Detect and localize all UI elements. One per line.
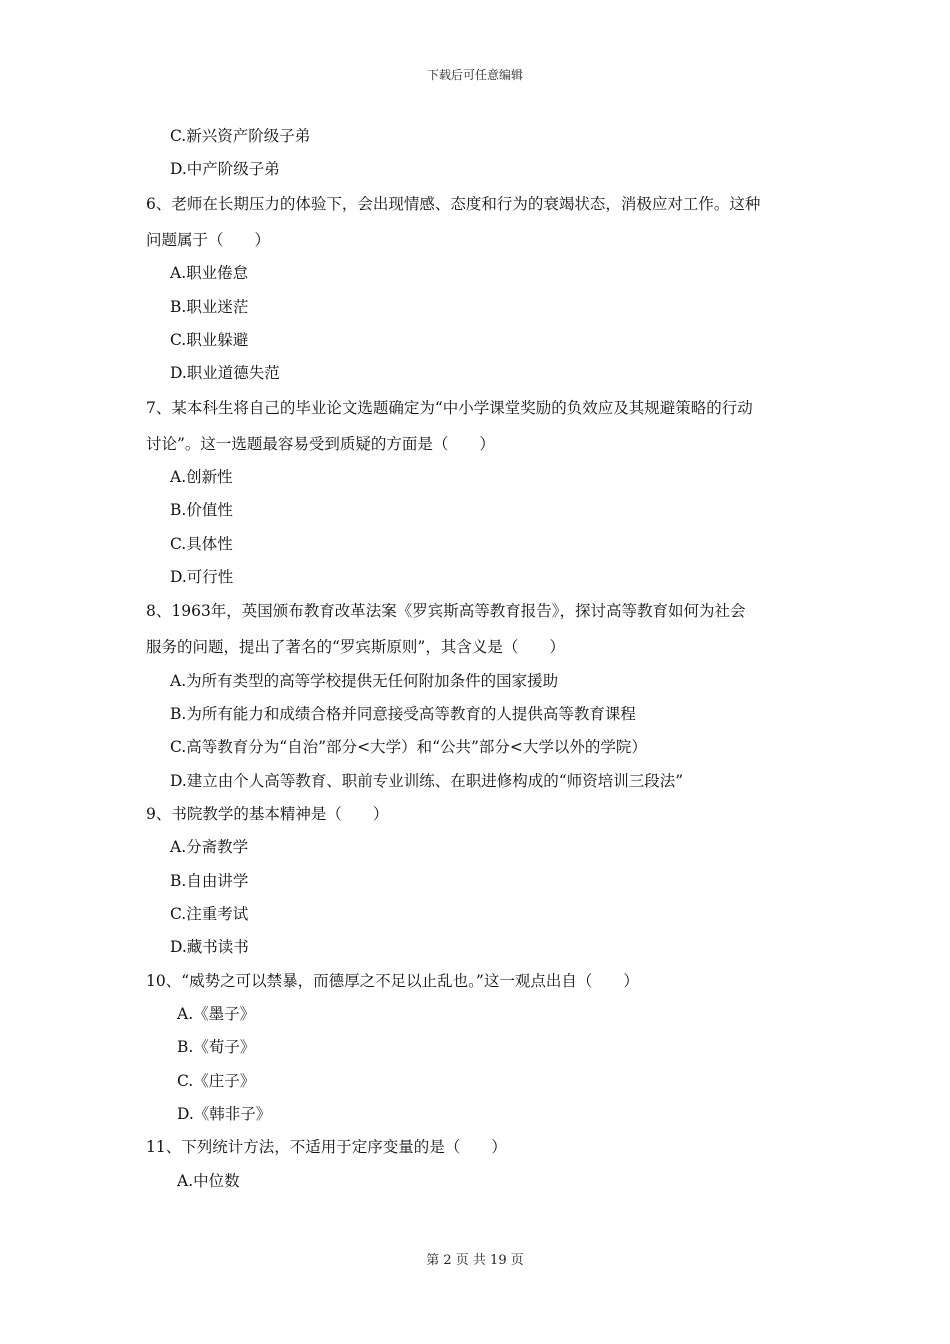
option-line: B.自由讲学 bbox=[170, 872, 249, 890]
option-line: C.职业躲避 bbox=[170, 331, 249, 349]
option-line: A.《墨子》 bbox=[177, 1005, 256, 1023]
option-line: C.注重考试 bbox=[170, 905, 249, 923]
option-line: A.职业倦怠 bbox=[170, 264, 249, 282]
option-line: B.职业迷茫 bbox=[170, 298, 249, 316]
option-line: B.《荀子》 bbox=[177, 1038, 256, 1056]
option-line: C.高等教育分为“自治”部分<大学）和“公共”部分<大学以外的学院） bbox=[170, 738, 647, 756]
question-line: 服务的问题，提出了著名的“罗宾斯原则”，其含义是（ ） bbox=[146, 638, 565, 656]
question-line: 9、书院教学的基本精神是（ ） bbox=[146, 805, 389, 823]
option-line: A.中位数 bbox=[177, 1172, 240, 1190]
page-header: 下载后可任意编辑 bbox=[426, 68, 523, 82]
option-line: C.《庄子》 bbox=[177, 1072, 256, 1090]
question-line: 问题属于（ ） bbox=[146, 231, 271, 249]
question-line: 8、1963年，英国颁布教育改革法案《罗宾斯高等教育报告》，探讨高等教育如何为社会 bbox=[146, 602, 746, 620]
option-line: C.具体性 bbox=[170, 535, 233, 553]
option-line: B.价值性 bbox=[170, 501, 233, 519]
option-line: D.中产阶级子弟 bbox=[170, 160, 280, 178]
question-line: 7、某本科生将自己的毕业论文选题确定为“中小学课堂奖励的负效应及其规避策略的行动 bbox=[146, 399, 753, 417]
option-line: D.藏书读书 bbox=[170, 938, 249, 956]
question-line: 10、“威势之可以禁暴，而德厚之不足以止乱也。”这一观点出自（ ） bbox=[146, 972, 639, 990]
option-line: A.为所有类型的高等学校提供无任何附加条件的国家援助 bbox=[170, 672, 559, 690]
option-line: C.新兴资产阶级子弟 bbox=[170, 127, 311, 145]
option-line: D.建立由个人高等教育、职前专业训练、在职进修构成的“师资培训三段法” bbox=[170, 772, 684, 790]
question-line: 讨论”。这一选题最容易受到质疑的方面是（ ） bbox=[146, 435, 495, 453]
option-line: D.可行性 bbox=[170, 568, 234, 586]
question-line: 11、下列统计方法，不适用于定序变量的是（ ） bbox=[146, 1138, 507, 1156]
option-line: D.职业道德失范 bbox=[170, 364, 280, 382]
option-line: B.为所有能力和成绩合格并同意接受高等教育的人提供高等教育课程 bbox=[170, 705, 636, 723]
question-line: 6、老师在长期压力的体验下，会出现情感、态度和行为的衰竭状态，消极应对工作。这种 bbox=[146, 195, 761, 213]
page-footer: 第 2 页 共 19 页 bbox=[426, 1253, 524, 1268]
option-line: A.创新性 bbox=[170, 468, 233, 486]
option-line: D.《韩非子》 bbox=[177, 1105, 272, 1123]
option-line: A.分斋教学 bbox=[170, 838, 249, 856]
